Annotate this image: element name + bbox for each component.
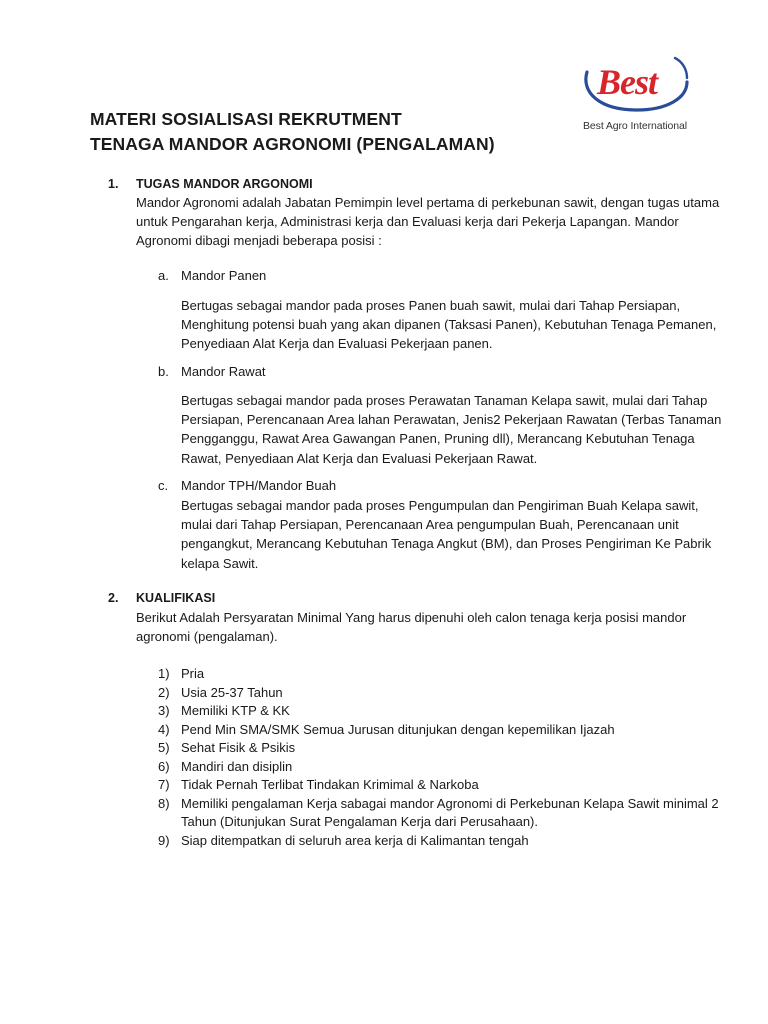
position-a-description: Bertugas sebagai mandor pada proses Panen buah sawit, mulai dari Tahap Persiapan, Menghitung potensi buah yang akan dipanen (Taksasi Panen), Kebutuhan Tenaga Pemanen, Penyediaan Alat Kerja dan Evaluasi Pekerjaan panen. xyxy=(181,298,717,352)
best-agro-logo xyxy=(579,52,691,136)
position-c-description: Bertugas sebagai mandor pada proses Pengumpulan dan Pengiriman Buah Kelapa sawit, mulai dari Tahap Persiapan, Perencanaan Area pengumpulan Buah, Perencanaan unit pengangkut, Merancang Kebutuhan Tenaga Angkut (BM), dan Proses Pengiriman Ke Pabrik kelapa Sawit. xyxy=(181,498,712,571)
list-item: 6) Mandiri dan disiplin xyxy=(158,758,293,774)
section-2-heading: KUALIFIKASI xyxy=(136,591,216,605)
list-item: 1) Pria xyxy=(158,666,205,681)
section-1-heading: TUGAS MANDOR ARGONOMI xyxy=(136,177,313,191)
position-a-name: Mandor Panen xyxy=(181,268,267,283)
section-1-intro: Mandor Agronomi adalah Jabatan Pemimpin level pertama di perkebunan sawit, dengan tugas utama untuk Pengarahan kerja, Administrasi kerja dan Evaluasi kerja dari Pekerja Lapangan. Mandor Agronomi dibagi menjadi beberapa posisi : xyxy=(136,195,720,249)
logo-caption: Best Agro International xyxy=(583,120,687,132)
position-c-name: Mandor TPH/Mandor Buah xyxy=(181,478,337,493)
position-b-name: Mandor Rawat xyxy=(181,364,266,379)
position-b-letter: b. xyxy=(158,364,169,379)
list-item: 9) Siap ditempatkan di seluruh area kerja di Kalimantan tengah xyxy=(158,832,529,848)
best-logo-mark xyxy=(579,52,691,118)
title-line-1: MATERI SOSIALISASI REKRUTMENT xyxy=(90,109,402,129)
document-title xyxy=(90,107,495,157)
section-2-number: 2. xyxy=(108,591,119,605)
section-1-number: 1. xyxy=(108,177,119,191)
list-item: 8) Memiliki pengalaman Kerja sabagai mandor Agronomi di Perkebunan Kelapa Sawit minimal 2 Tahun (Ditunjukan Surat Pengalaman Kerja dari Perusahaan). xyxy=(158,795,719,829)
position-a-letter: a. xyxy=(158,268,169,283)
list-item: 3) Memiliki KTP & KK xyxy=(158,703,290,718)
logo-wordmark: Best xyxy=(597,62,658,102)
section-2-intro: Berikut Adalah Persyaratan Minimal Yang harus dipenuhi oleh calon tenaga kerja posisi mandor agronomi (pengalaman). xyxy=(136,610,687,645)
requirements-list xyxy=(158,665,728,850)
title-line-2: TENAGA MANDOR AGRONOMI (PENGALAMAN) xyxy=(90,134,495,154)
list-item: 7) Tidak Pernah Terlibat Tindakan Krimimal & Narkoba xyxy=(158,777,479,792)
list-item: 5) Sehat Fisik & Psikis xyxy=(158,740,296,755)
list-item: 4) Pend Min SMA/SMK Semua Jurusan ditunjukan dengan kepemilikan Ijazah xyxy=(158,721,615,737)
position-c-letter: c. xyxy=(158,478,169,493)
list-item: 2) Usia 25-37 Tahun xyxy=(158,684,283,700)
position-b-description: Bertugas sebagai mandor pada proses Perawatan Tanaman Kelapa sawit, mulai dari Tahap Persiapan, Perencanaan Area lahan Perawatan, Jenis2 Pekerjaan Rawatan (Terbas Tanaman Pengganggu, Rawat Area Gawangan Panen, Pruning dll), Merancang Kebutuhan Tenaga Rawat, Penyediaan Alat Kerja dan Evaluasi Pekerjaan Rawat. xyxy=(181,393,722,466)
